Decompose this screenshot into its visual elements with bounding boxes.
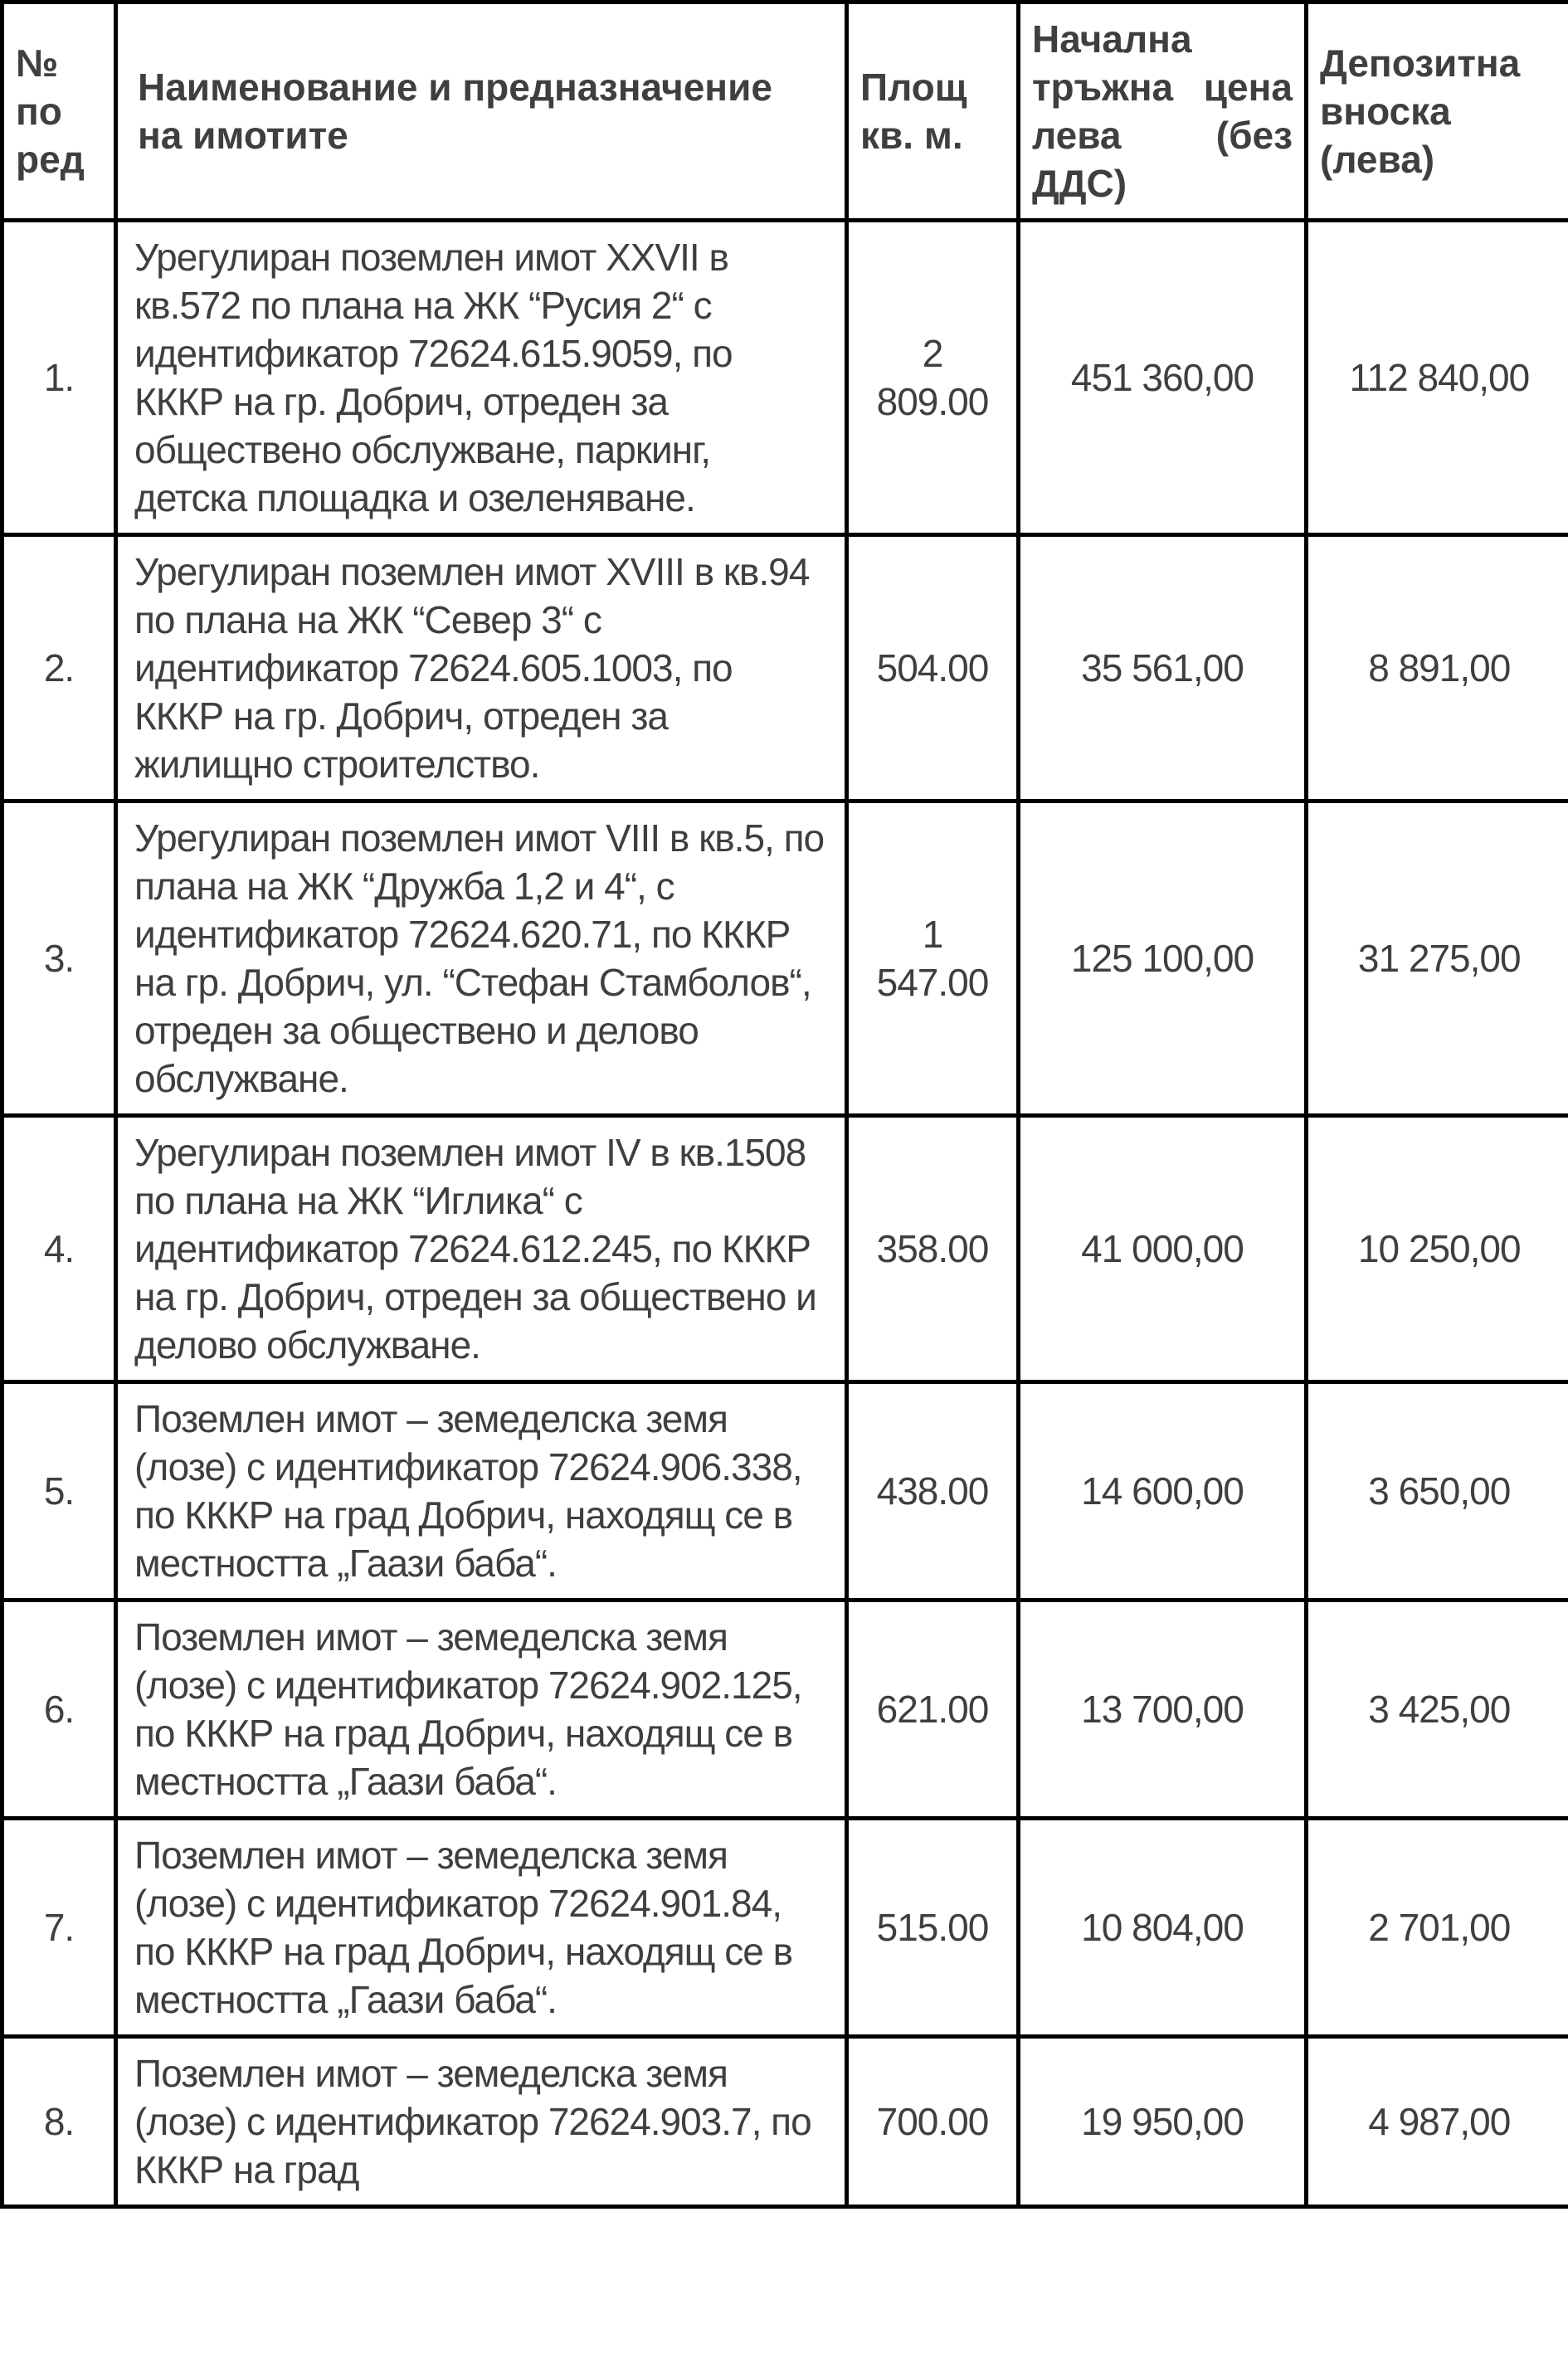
row-number-cell: 2. <box>2 535 116 801</box>
deposit-cell: 4 987,00 <box>1307 2037 1568 2207</box>
starting-price-cell: 41 000,00 <box>1019 1116 1307 1382</box>
table-row <box>2 535 1568 801</box>
area-cell: 438.00 <box>847 1382 1019 1600</box>
property-description-cell: Поземлен имот – земеделска земя (лозе) с идентификатор 72624.901.84, по КККР на град Добрич, находящ се в местността „Гаази баба“. <box>116 1819 847 2037</box>
starting-price-cell: 19 950,00 <box>1019 2037 1307 2207</box>
table-row <box>2 801 1568 1116</box>
deposit-cell: 8 891,00 <box>1307 535 1568 801</box>
header-deposit: Депозитна вноска (лева) <box>1307 2 1568 221</box>
row-number-cell: 7. <box>2 1819 116 2037</box>
area-cell: 515.00 <box>847 1819 1019 2037</box>
deposit-cell: 2 701,00 <box>1307 1819 1568 2037</box>
header-starting-price: Начална тръжна цена лева (без ДДС) <box>1019 2 1307 221</box>
table-row <box>2 1116 1568 1382</box>
deposit-cell: 3 650,00 <box>1307 1382 1568 1600</box>
table-row <box>2 221 1568 535</box>
table-row <box>2 1600 1568 1819</box>
table-body <box>2 221 1568 2207</box>
area-cell: 700.00 <box>847 2037 1019 2207</box>
area-cell: 2 809.00 <box>847 221 1019 535</box>
row-number-cell: 4. <box>2 1116 116 1382</box>
property-description-cell: Урегулиран поземлен имот XXVII в кв.572 по плана на ЖК “Русия 2“ с идентификатор 72624.615.9059, по КККР на гр. Добрич, отреден за обществено обслужване, паркинг, детска площадка и озеленяване. <box>116 221 847 535</box>
table-header <box>2 2 1568 221</box>
header-row <box>2 2 1568 221</box>
header-area: Площ кв. м. <box>847 2 1019 221</box>
table-row <box>2 1382 1568 1600</box>
row-number-cell: 5. <box>2 1382 116 1600</box>
property-description-cell: Поземлен имот – земеделска земя (лозе) с идентификатор 72624.902.125, по КККР на град Добрич, находящ се в местността „Гаази баба“. <box>116 1600 847 1819</box>
property-description-cell: Урегулиран поземлен имот IV в кв.1508 по плана на ЖК “Иглика“ с идентификатор 72624.612.245, по КККР на гр. Добрич, отреден за обществено и делово обслужване. <box>116 1116 847 1382</box>
starting-price-cell: 125 100,00 <box>1019 801 1307 1116</box>
property-description-cell: Урегулиран поземлен имот XVIII в кв.94 по плана на ЖК “Север 3“ с идентификатор 72624.605.1003, по КККР на гр. Добрич, отреден за жилищно строителство. <box>116 535 847 801</box>
area-cell: 1 547.00 <box>847 801 1019 1116</box>
starting-price-cell: 10 804,00 <box>1019 1819 1307 2037</box>
starting-price-cell: 14 600,00 <box>1019 1382 1307 1600</box>
row-number-cell: 3. <box>2 801 116 1116</box>
header-row-number: № по ред <box>2 2 116 221</box>
deposit-cell: 112 840,00 <box>1307 221 1568 535</box>
table-row <box>2 1819 1568 2037</box>
area-cell: 504.00 <box>847 535 1019 801</box>
row-number-cell: 1. <box>2 221 116 535</box>
property-description-cell: Поземлен имот – земеделска земя (лозе) с идентификатор 72624.903.7, по КККР на град <box>116 2037 847 2207</box>
row-number-cell: 8. <box>2 2037 116 2207</box>
deposit-cell: 3 425,00 <box>1307 1600 1568 1819</box>
header-property-name: Наименование и предназначение на имотите <box>116 2 847 221</box>
table-row <box>2 2037 1568 2207</box>
deposit-cell: 31 275,00 <box>1307 801 1568 1116</box>
area-cell: 621.00 <box>847 1600 1019 1819</box>
property-description-cell: Урегулиран поземлен имот VIII в кв.5, по плана на ЖК “Дружба 1,2 и 4“, с идентификатор 72624.620.71, по КККР на гр. Добрич, ул. “Стефан Стамболов“, отреден за обществено и делово обслужване. <box>116 801 847 1116</box>
area-cell: 358.00 <box>847 1116 1019 1382</box>
starting-price-cell: 13 700,00 <box>1019 1600 1307 1819</box>
property-description-cell: Поземлен имот – земеделска земя (лозе) с идентификатор 72624.906.338, по КККР на град Добрич, находящ се в местността „Гаази баба“. <box>116 1382 847 1600</box>
starting-price-cell: 451 360,00 <box>1019 221 1307 535</box>
starting-price-cell: 35 561,00 <box>1019 535 1307 801</box>
row-number-cell: 6. <box>2 1600 116 1819</box>
deposit-cell: 10 250,00 <box>1307 1116 1568 1382</box>
